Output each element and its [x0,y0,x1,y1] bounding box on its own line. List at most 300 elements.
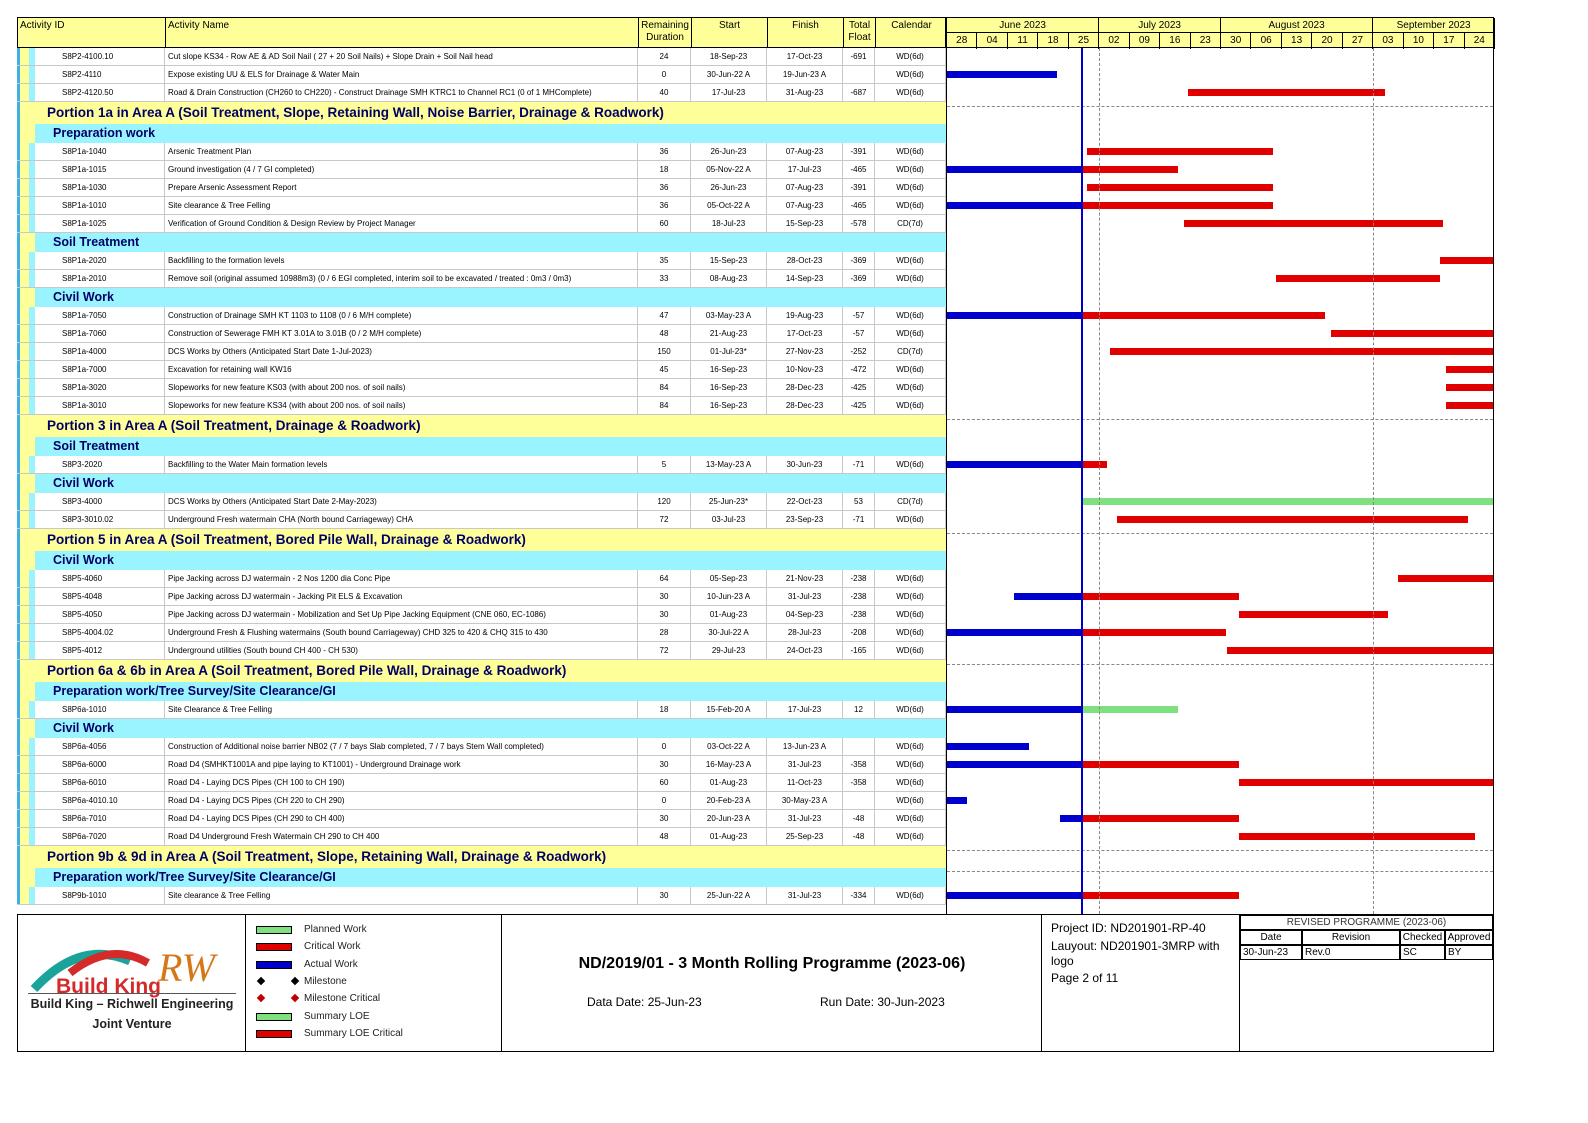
remaining-duration: 30 [638,606,691,624]
activity-row[interactable] [17,606,946,624]
activity-row[interactable] [17,361,946,379]
wbs-indent-stripe [35,179,59,196]
finish-date: 10-Nov-23 [767,361,843,379]
critical-work-bar[interactable] [1087,184,1273,191]
activity-name: Road & Drain Construction (CH260 to CH220) - Construct Drainage SMH KTRC1 to Channel RC1 (0 of 1 MHComplete) [165,84,638,102]
col-activity-name[interactable]: Activity Name [166,18,639,49]
total-float: -425 [843,379,875,397]
section-grid-line [947,106,1493,107]
wbs-indent-stripe [20,270,29,287]
revision-box [1240,915,1493,1051]
remaining-duration: 36 [638,179,691,197]
activity-row[interactable] [17,493,946,511]
remaining-duration: 84 [638,397,691,415]
activity-row[interactable] [17,887,946,905]
week-label: 10 [1404,33,1434,49]
activity-id: S8P1a-7060 [59,325,165,343]
activity-row[interactable] [17,84,946,102]
wbs-title: Soil Treatment [53,439,140,453]
activity-id: S8P3-2020 [59,456,165,474]
critical-work-bar[interactable] [1082,593,1239,600]
activity-id: S8P5-4050 [59,606,165,624]
start-date: 30-Jul-22 A [691,624,767,642]
activity-row[interactable] [17,642,946,660]
wbs-indent-stripe [20,588,29,605]
start-date: 25-Jun-22 A [691,887,767,905]
critical-work-bar[interactable] [1188,89,1386,96]
wbs-portion-header[interactable] [17,529,946,551]
activity-name: Construction of Sewerage FMH KT 3.01A to 3.01B (0 / 2 M/H complete) [165,325,638,343]
gantt-chart [946,48,1494,914]
activity-row[interactable] [17,792,946,810]
activity-id: S8P6a-7010 [59,810,165,828]
critical-work-bar[interactable] [1087,148,1273,155]
activity-name: Excavation for retaining wall KW16 [165,361,638,379]
wbs-indent-stripe [20,493,29,510]
total-float: -691 [843,48,875,66]
wbs-indent-stripe [29,868,35,887]
critical-work-bar[interactable] [1184,220,1443,227]
remaining-duration: 0 [638,66,691,84]
activity-name: Road D4 - Laying DCS Pipes (CH 290 to CH 400) [165,810,638,828]
critical-work-bar[interactable] [1239,779,1494,786]
remaining-duration: 72 [638,642,691,660]
activity-name: Road D4 (SMHKT1001A and pipe laying to KT1001) - Underground Drainage work [165,756,638,774]
wbs-indent-stripe [29,551,35,570]
total-float [843,66,875,84]
activity-row[interactable] [17,756,946,774]
wbs-indent-stripe [20,642,29,659]
activity-row[interactable] [17,343,946,361]
wbs-indent-stripe [35,701,59,718]
wbs-indent-stripe [29,719,35,738]
wbs-section-header[interactable] [17,437,946,456]
wbs-indent-stripe [35,570,59,587]
legend-swatch [256,1030,292,1038]
wbs-indent-stripe [20,810,29,827]
activity-row[interactable] [17,325,946,343]
col-total-float[interactable]: Total Float [844,18,876,49]
activity-row[interactable] [17,810,946,828]
activity-row[interactable] [17,66,946,84]
start-date: 16-Sep-23 [691,379,767,397]
legend-swatch [256,1013,292,1021]
activity-id: S8P1a-7000 [59,361,165,379]
wbs-indent-stripe [20,660,29,682]
total-float: -358 [843,774,875,792]
wbs-indent-stripe [20,361,29,378]
remaining-duration: 24 [638,48,691,66]
activity-id: S8P1a-1025 [59,215,165,233]
activity-name: Slopeworks for new feature KS03 (with about 200 nos. of soil nails) [165,379,638,397]
wbs-indent-stripe [20,252,29,269]
wbs-indent-stripe [20,701,29,718]
milestone-diamond-icon [257,977,265,985]
finish-date: 19-Jun-23 A [767,66,843,84]
activity-id: S8P1a-2010 [59,270,165,288]
activity-row[interactable] [17,143,946,161]
wbs-indent-stripe [20,66,29,83]
rev-header-approved: Approved [1445,930,1493,945]
finish-date: 11-Oct-23 [767,774,843,792]
start-date: 16-Sep-23 [691,361,767,379]
finish-date: 04-Sep-23 [767,606,843,624]
total-float: -369 [843,270,875,288]
legend-label: Milestone [304,975,347,987]
activity-row[interactable] [17,215,946,233]
critical-work-bar[interactable] [1110,348,1494,355]
total-float: -578 [843,215,875,233]
calendar: WD(6d) [875,197,946,215]
wbs-indent-stripe [29,233,35,252]
logo-brand-buildking: Build King [56,975,161,998]
wbs-indent-stripe [35,887,59,904]
wbs-title: Portion 1a in Area A (Soil Treatment, Slope, Retaining Wall, Noise Barrier, Drainage & Roadwork) [47,105,664,120]
wbs-indent-stripe [20,756,29,773]
total-float: -57 [843,325,875,343]
planned-work-bar[interactable] [1082,706,1179,713]
wbs-title: Portion 9b & 9d in Area A (Soil Treatment, Slope, Retaining Wall, Drainage & Roadwork) [47,849,607,864]
calendar: WD(6d) [875,588,946,606]
finish-date: 14-Sep-23 [767,270,843,288]
wbs-section-header[interactable] [17,288,946,307]
activity-row[interactable] [17,624,946,642]
remaining-duration: 40 [638,84,691,102]
remaining-duration: 30 [638,756,691,774]
activity-row[interactable] [17,570,946,588]
wbs-indent-stripe [20,143,29,160]
total-float: -334 [843,887,875,905]
activity-name: Pipe Jacking across DJ watermain - Jacking Pit ELS & Excavation [165,588,638,606]
start-date: 25-Jun-23* [691,493,767,511]
remaining-duration: 47 [638,307,691,325]
critical-work-bar[interactable] [1082,761,1239,768]
finish-date: 30-May-23 A [767,792,843,810]
activity-row[interactable] [17,588,946,606]
actual-work-bar[interactable] [947,629,1082,636]
wbs-indent-stripe [35,197,59,214]
critical-work-bar[interactable] [1082,892,1239,899]
wbs-indent-stripe [20,197,29,214]
actual-work-bar[interactable] [947,892,1082,899]
activity-name: Site clearance & Tree Felling [165,197,638,215]
wbs-portion-header[interactable] [17,846,946,868]
week-label: 27 [1343,33,1373,49]
critical-work-bar[interactable] [1082,461,1107,468]
critical-work-bar[interactable] [1398,575,1494,582]
wbs-portion-header[interactable] [17,415,946,437]
wbs-section-header[interactable] [17,124,946,143]
activity-name: Prepare Arsenic Assessment Report [165,179,638,197]
wbs-indent-stripe [20,774,29,791]
activity-id: S8P5-4004.02 [59,624,165,642]
remaining-duration: 36 [638,197,691,215]
activity-row[interactable] [17,456,946,474]
start-date: 20-Feb-23 A [691,792,767,810]
activity-id: S8P1a-4000 [59,343,165,361]
wbs-indent-stripe [29,474,35,493]
title-box [502,915,1042,1051]
wbs-title: Civil Work [53,290,114,304]
critical-work-bar[interactable] [1440,257,1494,264]
total-float: -165 [843,642,875,660]
critical-work-bar[interactable] [1276,275,1440,282]
actual-work-bar[interactable] [947,461,1082,468]
finish-date: 17-Oct-23 [767,48,843,66]
critical-work-bar[interactable] [1446,402,1494,409]
start-date: 03-May-23 A [691,307,767,325]
month-label: September 2023 [1373,18,1495,33]
critical-work-bar[interactable] [1082,815,1239,822]
total-float: -687 [843,84,875,102]
calendar: WD(6d) [875,325,946,343]
start-date: 26-Jun-23 [691,179,767,197]
wbs-section-header[interactable] [17,233,946,252]
remaining-duration: 30 [638,887,691,905]
remaining-duration: 33 [638,270,691,288]
month-label: July 2023 [1099,18,1221,33]
activity-name: DCS Works by Others (Anticipated Start Date 2-May-2023) [165,493,638,511]
data-date: Data Date: 25-Jun-23 [587,995,702,1009]
wbs-indent-stripe [20,215,29,232]
remaining-duration: 64 [638,570,691,588]
wbs-indent-stripe [20,828,29,845]
activity-name: Backfilling to the Water Main formation levels [165,456,638,474]
planned-work-bar[interactable] [1082,498,1494,505]
total-float: -238 [843,588,875,606]
calendar: WD(6d) [875,828,946,846]
milestone-diamond-icon [257,994,265,1002]
remaining-duration: 0 [638,792,691,810]
calendar: WD(6d) [875,701,946,719]
critical-work-bar[interactable] [1331,330,1494,337]
calendar: CD(7d) [875,343,946,361]
footer [17,914,1494,1052]
calendar: WD(6d) [875,456,946,474]
activity-id: S8P6a-7020 [59,828,165,846]
start-date: 01-Aug-23 [691,774,767,792]
critical-work-bar[interactable] [1446,384,1494,391]
rev-header-date: Date [1240,930,1302,945]
wbs-section-header[interactable] [17,551,946,570]
calendar: WD(6d) [875,397,946,415]
wbs-section-header[interactable] [17,868,946,887]
actual-work-bar[interactable] [947,166,1082,173]
rev-value-approved: BY [1445,945,1493,960]
start-date: 26-Jun-23 [691,143,767,161]
total-float: -71 [843,456,875,474]
finish-date: 07-Aug-23 [767,179,843,197]
wbs-indent-stripe [35,511,59,528]
activity-row[interactable] [17,397,946,415]
col-finish[interactable]: Finish [768,18,844,49]
finish-date: 28-Dec-23 [767,397,843,415]
wbs-indent-stripe [29,437,35,456]
wbs-indent-stripe [35,307,59,324]
week-label: 04 [977,33,1007,49]
wbs-indent-stripe [35,161,59,178]
wbs-portion-header[interactable] [17,102,946,124]
activity-row[interactable] [17,379,946,397]
actual-work-bar[interactable] [1014,593,1082,600]
total-float [843,738,875,756]
wbs-portion-header[interactable] [17,660,946,682]
activity-id: S8P2-4120.50 [59,84,165,102]
wbs-indent-stripe [20,738,29,755]
wbs-indent-stripe [20,437,29,456]
activity-id: S8P3-4000 [59,493,165,511]
remaining-duration: 35 [638,252,691,270]
wbs-indent-stripe [20,379,29,396]
critical-work-bar[interactable] [1239,833,1475,840]
wbs-section-header[interactable] [17,719,946,738]
activity-id: S8P9b-1010 [59,887,165,905]
critical-work-bar[interactable] [1446,366,1494,373]
wbs-indent-stripe [20,529,29,551]
activity-row[interactable] [17,48,946,66]
remaining-duration: 0 [638,738,691,756]
activity-name: Pipe Jacking across DJ watermain - Mobilization and Set Up Pipe Jacking Equipment (CNE 060, EC-1086) [165,606,638,624]
wbs-section-header[interactable] [17,682,946,701]
remaining-duration: 18 [638,161,691,179]
wbs-indent-stripe [20,887,29,904]
critical-work-bar[interactable] [1227,647,1494,654]
start-date: 05-Nov-22 A [691,161,767,179]
start-date: 16-Sep-23 [691,397,767,415]
activity-row[interactable] [17,270,946,288]
rev-value-checked: SC [1400,945,1445,960]
remaining-duration: 30 [638,810,691,828]
week-label: 24 [1465,33,1495,49]
activity-row[interactable] [17,828,946,846]
activity-id: S8P6a-6000 [59,756,165,774]
wbs-indent-stripe [35,143,59,160]
col-activity-id[interactable]: Activity ID [18,18,166,49]
section-grid-line [947,871,1493,872]
project-id: Project ID: ND201901-RP-40 [1051,921,1206,935]
week-label: 02 [1099,33,1129,49]
remaining-duration: 48 [638,325,691,343]
actual-work-bar[interactable] [1060,815,1082,822]
wbs-indent-stripe [35,493,59,510]
total-float: -391 [843,143,875,161]
wbs-title: Portion 6a & 6b in Area A (Soil Treatment, Bored Pile Wall, Drainage & Roadwork) [47,663,567,678]
wbs-title: Soil Treatment [53,235,140,249]
activity-row[interactable] [17,197,946,215]
col-remaining-duration[interactable]: Remaining Duration [639,18,692,49]
activity-row[interactable] [17,179,946,197]
total-float: -425 [843,397,875,415]
critical-work-bar[interactable] [1082,202,1273,209]
activity-id: S8P1a-7050 [59,307,165,325]
rev-value-revision: Rev.0 [1302,945,1400,960]
critical-work-bar[interactable] [1082,312,1325,319]
finish-date: 31-Jul-23 [767,810,843,828]
month-label: August 2023 [1221,18,1373,33]
activity-name: Backfilling to the formation levels [165,252,638,270]
activity-row[interactable] [17,161,946,179]
week-label: 23 [1191,33,1221,49]
actual-work-bar[interactable] [947,706,1082,713]
wbs-indent-stripe [35,756,59,773]
finish-date: 17-Jul-23 [767,701,843,719]
activity-id: S8P1a-1040 [59,143,165,161]
activity-id: S8P2-4100.10 [59,48,165,66]
activity-row[interactable] [17,774,946,792]
total-float: -48 [843,828,875,846]
activity-row[interactable] [17,511,946,529]
start-date: 29-Jul-23 [691,642,767,660]
wbs-indent-stripe [35,215,59,232]
calendar: WD(6d) [875,66,946,84]
calendar: WD(6d) [875,887,946,905]
wbs-indent-stripe [35,606,59,623]
critical-work-bar[interactable] [1117,516,1467,523]
activity-row[interactable] [17,252,946,270]
critical-work-bar[interactable] [1082,166,1179,173]
rev-value-date: 30-Jun-23 [1240,945,1302,960]
logo-box [18,915,246,1051]
activity-id: S8P1a-2020 [59,252,165,270]
wbs-indent-stripe [20,474,29,493]
finish-date: 25-Sep-23 [767,828,843,846]
critical-work-bar[interactable] [1239,611,1388,618]
activity-name: Pipe Jacking across DJ watermain - 2 Nos 1200 dia Conc Pipe [165,570,638,588]
start-date: 01-Jul-23* [691,343,767,361]
logo-line1: Build King – Richwell Engineering [30,997,234,1011]
wbs-indent-stripe [20,719,29,738]
legend-label: Summary LOE Critical [304,1027,403,1039]
week-label: 18 [1038,33,1068,49]
activity-name: Construction of Additional noise barrier NB02 (7 / 7 bays Slab completed, 7 / 7 bays Stem Wall completed) [165,738,638,756]
calendar: WD(6d) [875,84,946,102]
rev-header-checked: Checked [1400,930,1445,945]
activity-name: Road D4 Underground Fresh Watermain CH 290 to CH 400 [165,828,638,846]
wbs-indent-stripe [20,102,29,124]
wbs-indent-stripe [35,810,59,827]
finish-date: 28-Jul-23 [767,624,843,642]
col-start[interactable]: Start [692,18,768,49]
finish-date: 24-Oct-23 [767,642,843,660]
wbs-title: Civil Work [53,721,114,735]
legend-swatch [256,961,292,969]
actual-work-bar[interactable] [947,202,1082,209]
wbs-indent-stripe [35,325,59,342]
activity-id: S8P2-4110 [59,66,165,84]
actual-work-bar[interactable] [947,312,1082,319]
finish-date: 31-Aug-23 [767,84,843,102]
col-calendar[interactable]: Calendar [891,20,932,31]
total-float: -391 [843,179,875,197]
wbs-indent-stripe [20,551,29,570]
actual-work-bar[interactable] [947,743,1029,750]
start-date: 18-Jul-23 [691,215,767,233]
activity-row[interactable] [17,738,946,756]
activity-row[interactable] [17,307,946,325]
legend-swatch [256,943,292,951]
page-number: Page 2 of 11 [1051,971,1119,985]
actual-work-bar[interactable] [947,761,1082,768]
activity-id: S8P1a-1030 [59,179,165,197]
critical-work-bar[interactable] [1082,629,1226,636]
actual-work-bar[interactable] [947,71,1057,78]
actual-work-bar[interactable] [947,797,967,804]
activity-name: Site clearance & Tree Felling [165,887,638,905]
start-date: 30-Jun-22 A [691,66,767,84]
activity-row[interactable] [17,701,946,719]
wbs-section-header[interactable] [17,474,946,493]
total-float: -71 [843,511,875,529]
